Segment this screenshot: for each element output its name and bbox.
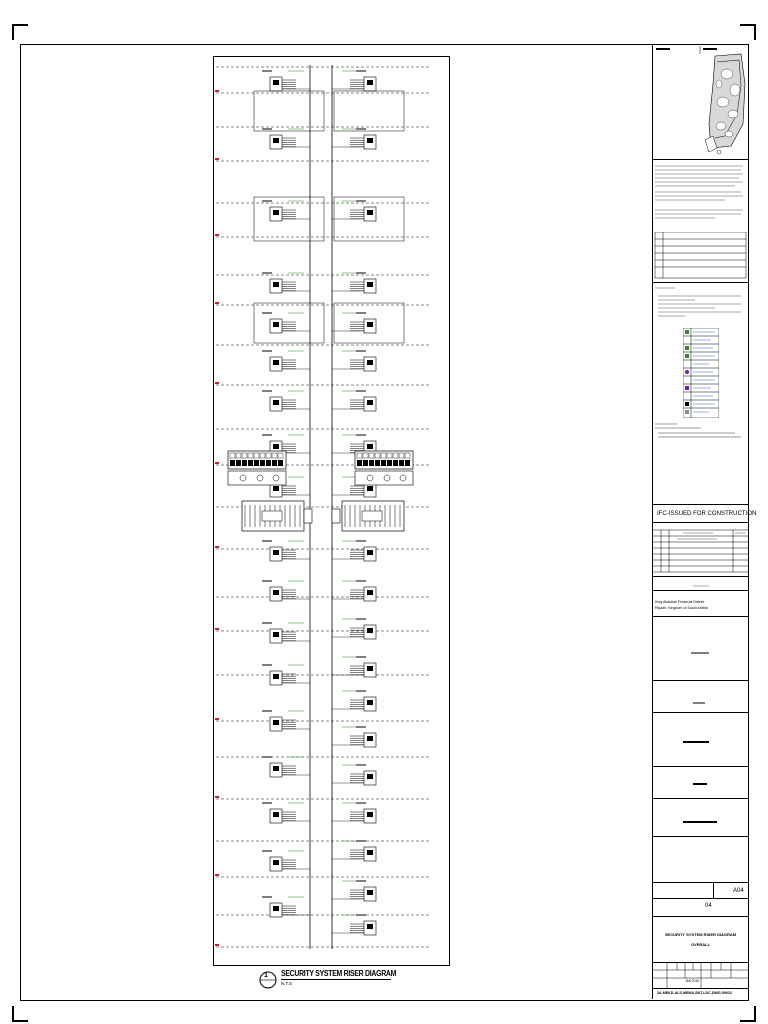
rack-module (375, 453, 380, 458)
device-panel-fill (273, 138, 279, 143)
crop-mark-bottom-right (740, 1006, 756, 1022)
sheet-info-grid (653, 962, 748, 988)
level-marker (215, 462, 219, 464)
sub-consultant-panel (653, 837, 748, 881)
device-panel-fill (367, 590, 373, 595)
crop-mark-top-left (12, 24, 28, 40)
rack-module (363, 453, 368, 458)
legend-grid (683, 328, 719, 418)
device-panel-fill (273, 860, 279, 865)
rack-port (363, 460, 368, 466)
device-panel-fill (367, 282, 373, 287)
level-marker (215, 90, 219, 92)
device-panel-fill (273, 550, 279, 555)
device-panel-fill (367, 628, 373, 633)
device-panel-fill (367, 80, 373, 85)
device-panel-fill (367, 210, 373, 215)
rack-port (357, 460, 362, 466)
device-panel-fill (273, 486, 279, 491)
general-notes-lines (655, 286, 745, 322)
sheet-size-revision (653, 882, 748, 916)
riser-diagram (214, 57, 449, 965)
rack-port (248, 460, 253, 466)
revision-table-grid (653, 526, 748, 574)
rack-module (278, 453, 283, 458)
device-panel-fill (367, 138, 373, 143)
drawing-scale: N.T.S (281, 981, 293, 986)
main-contractor-logo (653, 767, 748, 797)
project-location: Riyadh, Kingdom of Saudi Arabia (655, 605, 708, 610)
revision-number: 04 (705, 903, 712, 909)
device-panel-fill (273, 766, 279, 771)
general-notes (655, 286, 745, 322)
rack-module (357, 453, 362, 458)
revision-notes-table (653, 232, 748, 280)
issue-status: IFC-ISSUED FOR CONSTRUCTION (657, 510, 757, 517)
device-panel-fill (273, 282, 279, 287)
rack-module (399, 453, 404, 458)
device-panel-fill (367, 360, 373, 365)
callout-number: 1 (264, 972, 268, 979)
level-marker (215, 718, 219, 720)
level-marker (215, 234, 219, 236)
device-panel-fill (367, 774, 373, 779)
device-panel-fill (273, 400, 279, 405)
device-panel-fill (273, 906, 279, 911)
sheet-title-line1: SECURITY SYSTEM RISER DIAGRAM (664, 932, 737, 937)
sheet-info-grid-lines (653, 962, 748, 988)
drawing-title: SECURITY SYSTEM RISER DIAGRAM (281, 969, 397, 978)
device-panel-fill (367, 444, 373, 449)
design-consultant-logo (653, 713, 748, 765)
rack-port (254, 460, 259, 466)
zone-frame (334, 91, 404, 131)
rack-module (266, 453, 271, 458)
device-panel-fill (367, 700, 373, 705)
developer-logo-placeholder (653, 681, 748, 711)
rack-port (405, 460, 410, 466)
level-marker (215, 628, 219, 630)
sheet-title-line2: OVERALL (690, 942, 711, 947)
title-block (652, 44, 757, 999)
device-panel-fill (367, 400, 373, 405)
rack-port (369, 460, 374, 466)
rack-module (236, 453, 241, 458)
sheet-size: A04 (733, 888, 744, 894)
rack-port (230, 460, 235, 466)
crop-mark-top-right (740, 24, 756, 40)
device-panel-fill (367, 550, 373, 555)
rack-module (387, 453, 392, 458)
rack-port (393, 460, 398, 466)
revision-table (653, 526, 748, 574)
client-logo-placeholder (653, 617, 748, 679)
rack-module (272, 453, 277, 458)
level-marker (215, 158, 219, 160)
device-panel-fill (273, 322, 279, 327)
device-panel-fill (367, 812, 373, 817)
title-underline (281, 979, 391, 980)
crop-mark-bottom-left (12, 1006, 28, 1022)
device-panel-fill (273, 720, 279, 725)
rack-module (405, 453, 410, 458)
device-panel-fill (273, 632, 279, 637)
project-info (655, 600, 747, 611)
reference-documents (655, 422, 745, 446)
rack-port (242, 460, 247, 466)
device-panel-fill (273, 674, 279, 679)
sheet-info-lines (653, 578, 748, 590)
device-panel-fill (367, 736, 373, 741)
rack-module (369, 453, 374, 458)
rack-module (242, 453, 247, 458)
rack-module (260, 453, 265, 458)
rack-port (260, 460, 265, 466)
design-consultant-panel (653, 713, 748, 765)
rack-module (254, 453, 259, 458)
rack-port (278, 460, 283, 466)
client-panel (653, 617, 748, 679)
switch-core (262, 511, 282, 521)
sheet-info-row (653, 577, 748, 589)
revision-notes-grid (653, 232, 748, 280)
device-panel-fill (273, 590, 279, 595)
subcontractor-panel (653, 799, 748, 835)
zone-frame (254, 303, 324, 343)
device-panel-fill (273, 80, 279, 85)
date-value: JAN 2016 (685, 979, 699, 983)
device-panel-fill (367, 890, 373, 895)
drawing-number: 3A-MEKD-ALS-MEMA-SNT-LDC-DWG-59022 (657, 991, 732, 995)
rack-port (399, 460, 404, 466)
sheet-title (653, 930, 748, 950)
rack-port (381, 460, 386, 466)
key-plan-panel (653, 44, 748, 160)
rack-port (266, 460, 271, 466)
rack-port (375, 460, 380, 466)
level-marker (215, 944, 219, 946)
level-marker (215, 302, 219, 304)
device-panel-fill (367, 850, 373, 855)
drawing-title-block (257, 969, 397, 991)
rack-port (272, 460, 277, 466)
rack-module (393, 453, 398, 458)
riser-drawing-area (213, 56, 450, 966)
rack-module (381, 453, 386, 458)
main-contractor-panel (653, 767, 748, 797)
subcontractor-logo (653, 799, 748, 835)
device-panel-fill (367, 666, 373, 671)
reference-documents-lines (655, 422, 745, 446)
key-plan-map (653, 44, 748, 159)
device-panel-fill (273, 210, 279, 215)
device-panel-fill (273, 444, 279, 449)
rack-port (387, 460, 392, 466)
project-name: King Abdullah Financial District (655, 600, 705, 604)
device-panel-fill (273, 360, 279, 365)
rack-module (230, 453, 235, 458)
device-panel-fill (367, 322, 373, 327)
legend-table (683, 328, 719, 418)
level-marker (215, 796, 219, 798)
level-marker (215, 382, 219, 384)
rack-module (248, 453, 253, 458)
section-callout-icon (257, 969, 279, 991)
link-box (304, 509, 312, 523)
device-panel-fill (367, 486, 373, 491)
link-box (332, 509, 340, 523)
switch-core (362, 511, 382, 521)
rack-port (236, 460, 241, 466)
device-panel-fill (367, 924, 373, 929)
level-marker (215, 874, 219, 876)
device-panel-fill (273, 812, 279, 817)
zone-frame (254, 91, 324, 131)
level-marker (215, 546, 219, 548)
developer-panel (653, 681, 748, 711)
